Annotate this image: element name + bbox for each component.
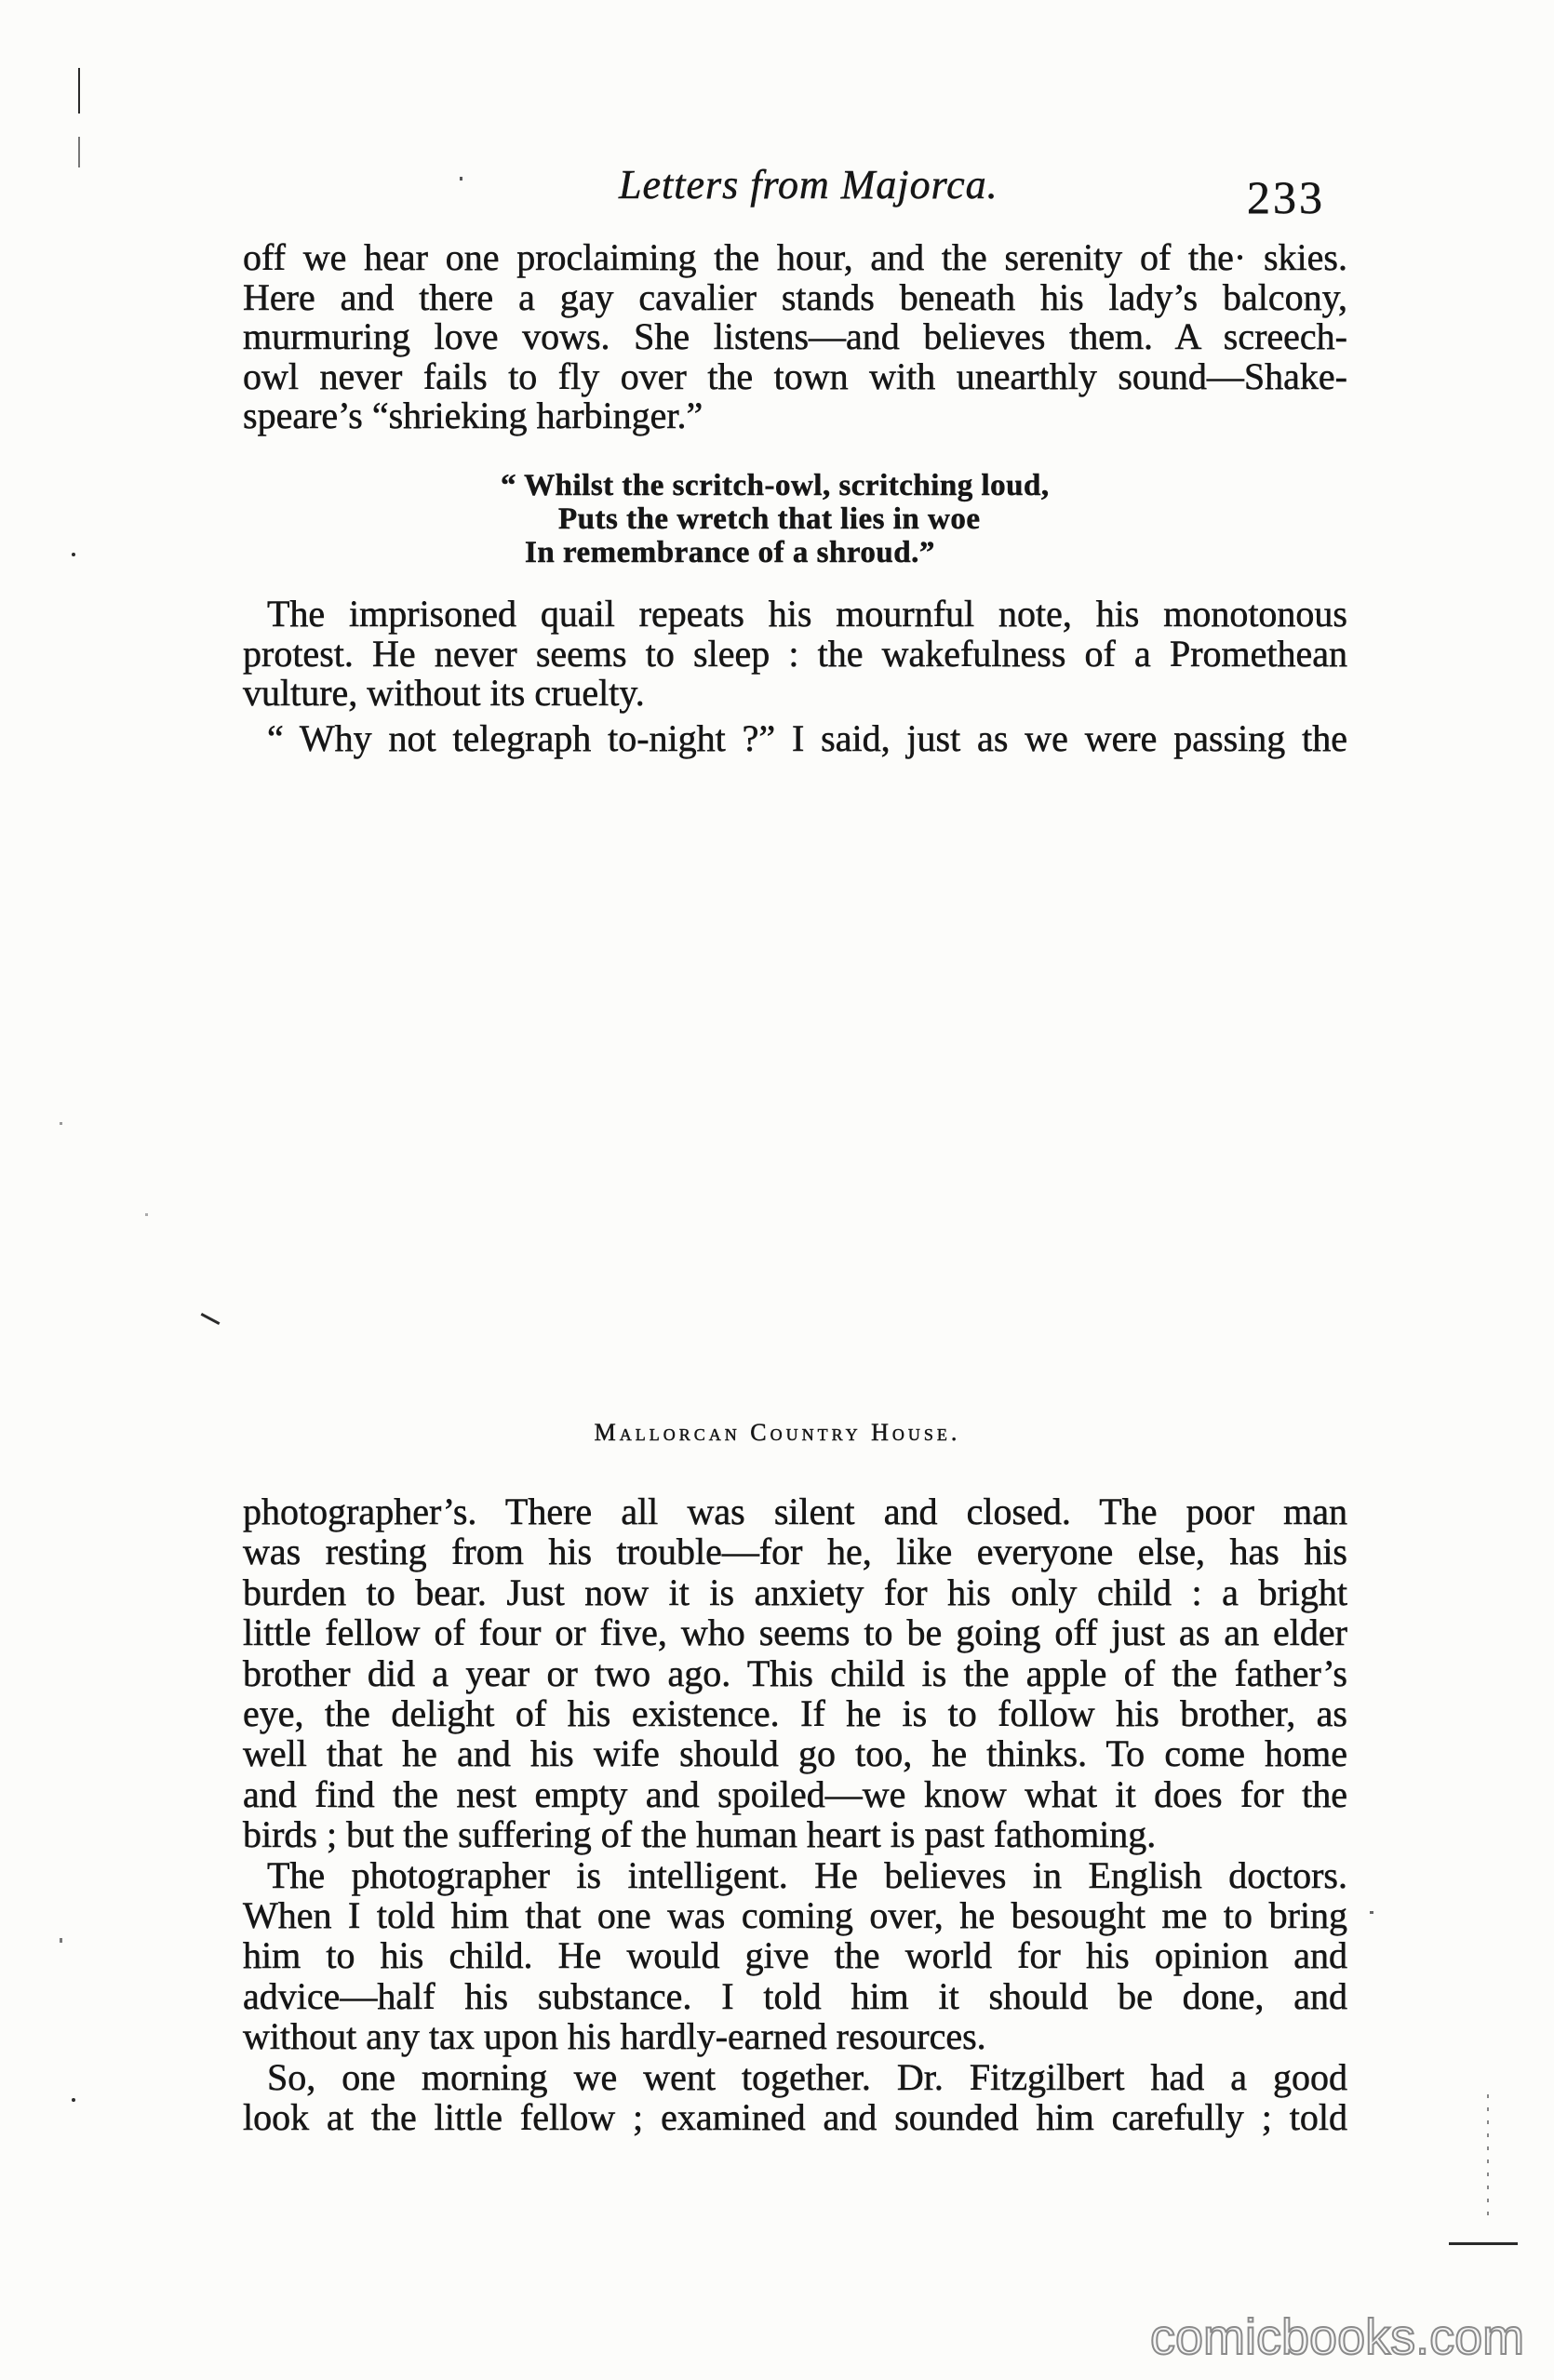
verse-line: “ Whilst the scritch-owl, scritching loud,	[501, 469, 1050, 502]
paragraph	[243, 1855, 1347, 2057]
scan-mark	[1487, 2094, 1489, 2215]
paragraph	[243, 1491, 1347, 1855]
text-line: The photographer is intelligent. He believes in English doctors.	[267, 1853, 1347, 1896]
scan-mark	[60, 1938, 62, 1943]
text-line: The imprisoned quail repeats his mournful note, his monotonous	[267, 593, 1347, 635]
text-line: was resting from his trouble—for he, like everyone else, has his	[243, 1531, 1347, 1573]
scan-mark	[145, 1213, 148, 1216]
text-line: without any tax upon his hardly-earned resources.	[243, 2015, 986, 2058]
watermark: comicbooks.com	[1150, 2309, 1525, 2365]
paragraph	[243, 2057, 1347, 2138]
illustration-area	[243, 782, 1347, 1396]
illustration-caption: Mallorcan Country House.	[594, 1419, 961, 1446]
verse-line: Puts the wretch that lies in woe	[558, 502, 981, 536]
text-line: him to his child. He would give the world for his opinion and	[243, 1934, 1347, 1977]
text-column	[243, 1491, 1347, 2138]
text-line: protest. He never seems to sleep : the wakefulness of a Promethean	[243, 632, 1347, 675]
text-line: little fellow of four or five, who seems to be going off just as an elder	[243, 1611, 1347, 1654]
scan-mark	[1370, 1911, 1373, 1914]
verse-line: In remembrance of a shroud.”	[525, 536, 935, 569]
text-line: burden to bear. Just now it is anxiety for his only child : a bright	[243, 1571, 1347, 1613]
scan-mark	[201, 1313, 221, 1325]
text-line: vulture, without its cruelty.	[243, 672, 645, 714]
page-number: 233	[1247, 171, 1325, 223]
text-line: “ Why not telegraph to-night ?” I said, just as we were passing the	[267, 717, 1347, 759]
text-line: advice—half his substance. I told him it should be done, and	[243, 1974, 1347, 2017]
text-line: look at the little fellow ; examined and sounded him carefully ; told	[243, 2096, 1347, 2139]
scan-mark	[60, 1122, 62, 1125]
text-line: Here and there a gay cavalier stands beneath his lady’s balcony,	[243, 275, 1347, 318]
text-line: owl never fails to fly over the town with unearthly sound—Shake-	[243, 354, 1347, 397]
text-line: speare’s “shrieking harbinger.”	[243, 394, 703, 436]
scan-mark	[72, 2098, 75, 2102]
running-head-title: Letters from Majorca.	[619, 162, 998, 207]
scan-mark	[78, 68, 80, 114]
scan-mark	[460, 177, 462, 181]
paragraph	[243, 719, 1347, 759]
text-line: murmuring love vows. She listens—and believes them. A screech-	[243, 315, 1347, 357]
scan-mark	[78, 137, 80, 167]
text-line: brother did a year or two ago. This child is the apple of the father’s	[243, 1651, 1347, 1694]
text-line: eye, the delight of his existence. If he is to follow his brother, as	[243, 1692, 1347, 1735]
text-line: When I told him that one was coming over, he besought me to bring	[243, 1894, 1347, 1937]
text-line: well that he and his wife should go too, he thinks. To come home	[243, 1732, 1347, 1775]
text-line: off we hear one proclaiming the hour, and the serenity of the· skies.	[243, 236, 1347, 278]
text-line: photographer’s. There all was silent and closed. The poor man	[243, 1491, 1347, 1532]
scan-mark	[72, 553, 75, 556]
text-line: and find the nest empty and spoiled—we know what it does for the	[243, 1772, 1347, 1815]
paragraph	[243, 238, 1347, 436]
text-line: birds ; but the suffering of the human heart is past fathoming.	[243, 1813, 1157, 1856]
verse-quotation	[243, 469, 1347, 569]
text-line: So, one morning we went together. Dr. Fitzgilbert had a good	[267, 2055, 1347, 2098]
paragraph	[243, 595, 1347, 714]
scan-mark	[1449, 2242, 1518, 2245]
